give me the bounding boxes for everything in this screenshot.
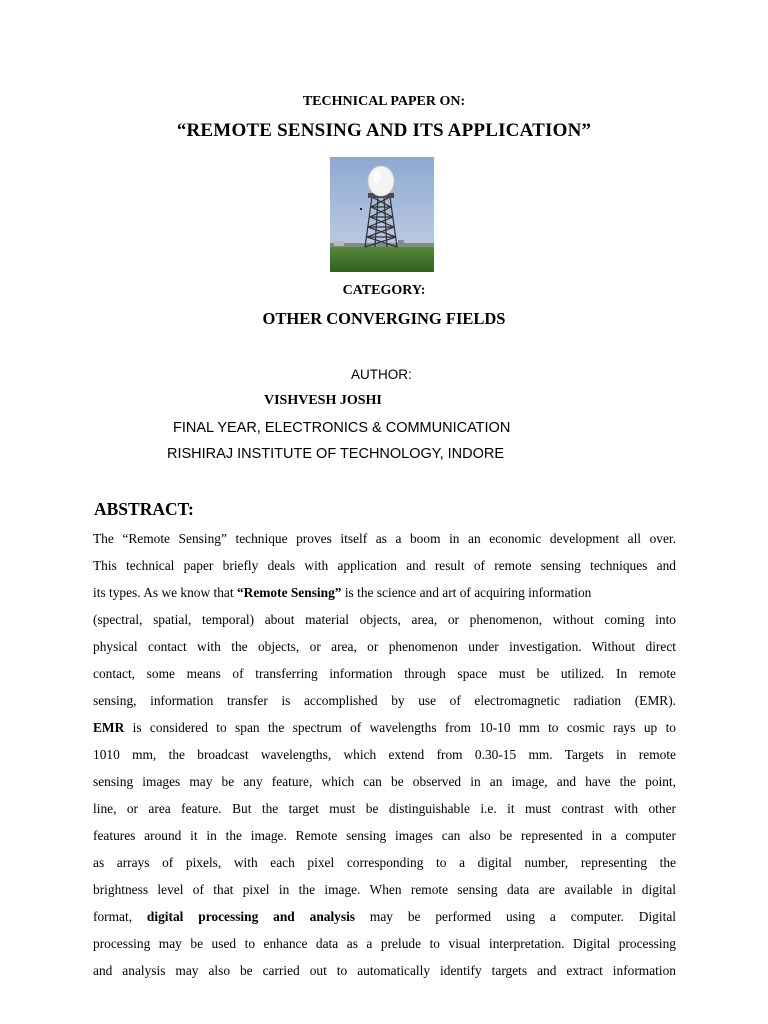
abstract-line [93,717,676,744]
abstract-text: as arrays of pixels, with each pixel corresponding to a digital number, representing the [93,855,676,870]
abstract-line [93,933,676,960]
abstract-line [93,798,676,825]
abstract-text: features around it in the image. Remote sensing images can also be represented in a computer [93,828,676,843]
author-affiliation-line-2: RISHIRAJ INSTITUTE OF TECHNOLOGY, INDORE [167,446,505,462]
paper-type-label: TECHNICAL PAPER ON: [302,94,466,109]
abstract-text: This technical paper briefly deals with application and result of remote sensing techniques and [93,558,676,573]
abstract-emphasis: “Remote Sensing” [236,585,342,600]
abstract-line [93,771,676,798]
radar-tower-icon [330,157,434,272]
category-value: OTHER CONVERGING FIELDS [262,309,506,328]
abstract-line [93,825,676,852]
abstract-line [93,663,676,690]
abstract-text: brightness level of that pixel in the image. When remote sensing data are available in digital [93,882,676,897]
abstract-line [93,555,676,582]
abstract-body [93,528,676,987]
abstract-line [93,690,676,717]
abstract-text: and analysis may also be carried out to automatically identify targets and extract information [93,963,676,978]
abstract-line [93,636,676,663]
category-label: CATEGORY: [342,283,426,298]
abstract-text: is the science and art of acquiring information [341,585,592,600]
abstract-line [93,879,676,906]
abstract-line [93,609,676,636]
author-affiliation-line-1: FINAL YEAR, ELECTRONICS & COMMUNICATION [173,420,511,436]
abstract-line [93,960,676,987]
radar-tower-photo [330,157,434,272]
abstract-text: sensing, information transfer is accomplished by use of electromagnetic radiation (EMR). [93,693,676,708]
abstract-emphasis: EMR [93,720,125,735]
abstract-text: contact, some means of transferring information through space must be utilized. In remote [93,666,676,681]
abstract-text: (spectral, spatial, temporal) about material objects, area, or phenomenon, without coming into [93,612,676,627]
abstract-text: processing may be used to enhance data as a prelude to visual interpretation. Digital processing [93,936,676,951]
abstract-heading: ABSTRACT: [94,499,194,519]
abstract-text: sensing images may be any feature, which can be observed in an image, and have the point, [93,774,676,789]
abstract-text: physical contact with the objects, or area, or phenomenon under investigation. Without direct [93,639,676,654]
abstract-line [93,582,676,609]
abstract-text: may be performed using a computer. Digital [355,909,676,924]
abstract-line [93,852,676,879]
abstract-text: is considered to span the spectrum of wavelengths from 10-10 mm to cosmic rays up to [124,720,676,735]
paper-title: “REMOTE SENSING AND ITS APPLICATION” [176,120,592,141]
abstract-line [93,744,676,771]
abstract-text: 1010 mm, the broadcast wavelengths, which extend from 0.30-15 mm. Targets in remote [93,747,676,762]
abstract-emphasis: digital processing and analysis [146,909,356,924]
abstract-line [93,906,676,933]
abstract-text: The “Remote Sensing” technique proves itself as a boom in an economic development all over. [93,531,676,546]
author-label: AUTHOR: [351,367,412,382]
abstract-text: format, [93,909,147,924]
author-name: VISHVESH JOSHI [264,393,382,408]
abstract-text: its types. As we know that [93,585,237,600]
abstract-text: line, or area feature. But the target must be distinguishable i.e. it must contrast with other [93,801,676,816]
abstract-line [93,528,676,555]
